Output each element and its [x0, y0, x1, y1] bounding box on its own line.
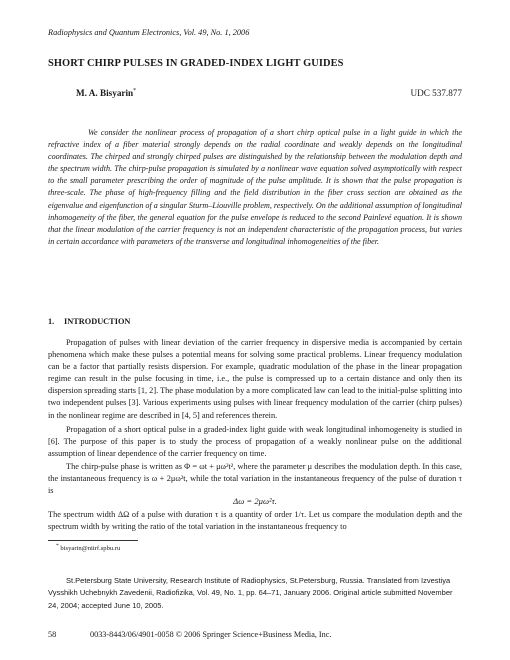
body-paragraph: The spectrum width ΔΩ of a pulse with duration τ is a quantity of order 1/τ. Let us compare the modulation depth and the spectrum width by writing the ratio of the total variation in the instantaneous frequency to: [48, 510, 462, 532]
footnote-rule: [48, 540, 138, 541]
section-title: INTRODUCTION: [64, 317, 131, 326]
copyright-line: 0033-8443/06/4901-0058 © 2006 Springer Science+Business Media, Inc.: [90, 630, 332, 639]
footnote-marker: *: [133, 88, 137, 94]
author-email: bisyarin@niirf.spbu.ru: [60, 545, 121, 553]
abstract: We consider the nonlinear process of propagation of a short chirp optical pulse in a light guide in which the refractive index of a fiber material strongly depends on the radial coordinate and weakly depends on the longitudinal coordinates. The chirped and strongly chirped pulses are distinguished by the relationship between the modulation depth and the spectrum width. The chirp-pulse propagation is simulated by a nonlinear wave equation solved asymptotically with respect to the small parameter prescribing the order of magnitude of the pulse amplitude. It is shown that the pulse propagation is three-scale. The phase of high-frequency filling and the field distribution in the fiber cross section are obtained as the eigenvalue and eigenfunction of a singular Sturm–Liouville problem, respectively. On the additional assumption of longitudinal inhomogeneity of the fiber, the general equation for the pulse envelope is reduced to the second Painlevé equation. It is shown that the linear modulation of the carrier frequency is not an independent characteristic of the propagation process, but varies in certain accordance with parameters of the transverse and longitudinal inhomogeneities of the fiber.: [48, 128, 462, 246]
section-heading: [48, 317, 130, 326]
footnote: * bisyarin@niirf.spbu.ru: [56, 543, 121, 553]
body-paragraph: Propagation of pulses with linear deviation of the carrier frequency in dispersive media is accompanied by certain phenomena which make these pulses a potential means for solving some practical problems. Linear frequency modulation can be a factor that partially resists dispersion. For example, quadratic modulation of the phase in the linear propagation regime can result in the pulse focusing in time, i.e., the pulse is compressed up to a certain distance and only then its dispersion spreading starts [1, 2]. The phase modulation by a more complicated law can lead to the initial-pulse splitting into two independent pulses [3]. Various experiments using pulses with linear frequency modulation of the carrier (chirp pulses) in the nonlinear regime are described in [4, 5] and references therein.: [48, 338, 462, 420]
page-number: 58: [48, 630, 57, 639]
body-paragraph: The chirp-pulse phase is written as Φ = ωt + μω²t², where the parameter μ describes the modulation depth. In this case, the instantaneous frequency is ω + 2μω²t, while the total variation in the instantaneous frequency of the pulse of duration τ is: [48, 462, 462, 496]
author-name: M. A. Bisyarin*: [76, 88, 137, 99]
section-number: 1.: [48, 317, 55, 326]
journal-header: Radiophysics and Quantum Electronics, Vol. 49, No. 1, 2006: [48, 28, 250, 37]
display-equation: Δω = 2μω²τ.: [233, 496, 277, 506]
article-title: SHORT CHIRP PULSES IN GRADED-INDEX LIGHT GUIDES: [48, 58, 344, 69]
body-paragraph: Propagation of a short optical pulse in a graded-index light guide with weak longitudinal inhomogeneity is studied in [6]. The purpose of this paper is to study the process of propagation of a weakly nonlinear pulse on the additional assumption of linear dependence of the carrier frequency on time.: [48, 425, 462, 459]
affiliation-note: St.Petersburg State University, Research Institute of Radiophysics, St.Petersburg, Russia. Translated from Izvestiya Vysshikh Uchebnykh Zavedenii, Radiofizika, Vol. 49, No. 1, pp. 64–71, January 2006. Original article submitted November 24, 2004; accepted June 10, 2005.: [48, 576, 453, 610]
author-row: [48, 88, 462, 100]
udc-code: UDC 537.877: [410, 88, 462, 98]
